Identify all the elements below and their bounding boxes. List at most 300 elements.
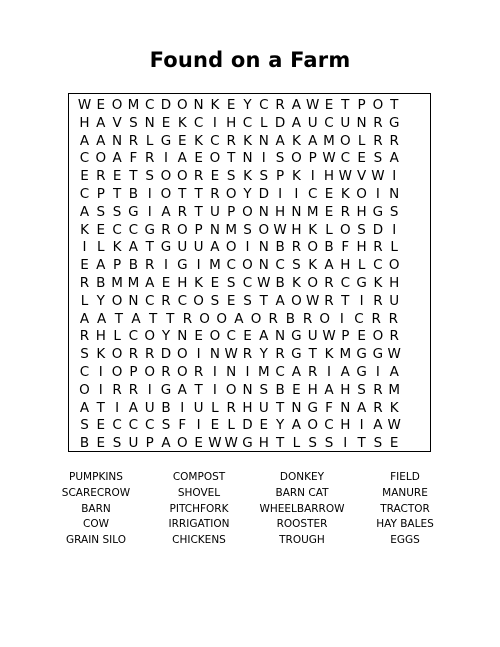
- word-item: DONKEY: [279, 471, 325, 483]
- word-item: SCARECROW: [61, 486, 131, 499]
- grid-letter: S: [145, 168, 154, 185]
- grid-letter: G: [372, 346, 384, 363]
- grid-letter: A: [161, 203, 171, 220]
- grid-letter: U: [128, 435, 139, 452]
- grid-letter: O: [95, 150, 107, 167]
- grid-letter: I: [98, 381, 103, 398]
- grid-letter: O: [111, 292, 123, 309]
- grid-letter: K: [324, 346, 334, 363]
- grid-letter: T: [112, 186, 122, 202]
- grid-letter: O: [291, 150, 302, 167]
- grid-letter: W: [224, 346, 238, 363]
- word-item: HAY BALES: [376, 518, 434, 531]
- grid-letter: I: [294, 186, 299, 202]
- grid-letter: E: [178, 132, 187, 149]
- grid-letter: T: [178, 186, 187, 202]
- grid-letter: R: [210, 186, 220, 202]
- grid-letter: O: [339, 221, 351, 238]
- grid-letter: M: [339, 346, 352, 363]
- grid-letter: O: [144, 328, 155, 345]
- grid-letter: E: [226, 292, 236, 309]
- grid-letter: R: [161, 221, 171, 238]
- grid-letter: R: [193, 364, 204, 380]
- grid-letter: R: [373, 114, 383, 131]
- grid-letter: L: [80, 292, 89, 309]
- grid-letter: Y: [243, 97, 252, 113]
- grid-letter: U: [144, 399, 155, 416]
- grid-letter: C: [324, 417, 334, 434]
- grid-letter: D: [160, 97, 172, 113]
- grid-letter: N: [340, 399, 351, 416]
- grid-letter: G: [160, 239, 172, 256]
- grid-letter: N: [258, 239, 269, 256]
- grid-letter: D: [160, 346, 172, 363]
- grid-letter: N: [144, 114, 155, 131]
- grid-letter: C: [128, 328, 139, 345]
- grid-letter: S: [373, 150, 383, 167]
- grid-letter: O: [176, 346, 188, 363]
- grid-letter: E: [161, 275, 171, 291]
- grid-letter: G: [388, 114, 400, 131]
- word-column: [354, 470, 456, 549]
- grid-letter: C: [177, 292, 188, 309]
- grid-letter: L: [260, 114, 268, 131]
- grid-letter: I: [212, 381, 217, 398]
- grid-letter: R: [373, 239, 383, 256]
- grid-letter: O: [199, 310, 210, 327]
- grid-letter: S: [389, 203, 399, 220]
- word-item: SHOVEL: [177, 486, 221, 499]
- grid-letter: K: [291, 168, 301, 185]
- grid-letter: K: [291, 132, 301, 149]
- word-column: [45, 470, 147, 549]
- grid-letter: S: [357, 221, 366, 238]
- grid-letter: I: [196, 417, 201, 434]
- grid-letter: N: [209, 346, 220, 363]
- grid-letter: L: [145, 132, 154, 149]
- grid-letter: O: [193, 292, 204, 309]
- grid-letter: A: [79, 132, 90, 149]
- grid-row: [69, 311, 430, 329]
- grid-letter: M: [306, 203, 319, 220]
- grid-letter: O: [176, 168, 188, 185]
- grid-row: [69, 293, 430, 311]
- grid-letter: H: [307, 381, 318, 398]
- grid-letter: A: [324, 381, 334, 398]
- grid-letter: T: [166, 310, 175, 327]
- grid-letter: B: [161, 399, 171, 416]
- grid-letter: S: [357, 381, 366, 398]
- grid-letter: Y: [275, 417, 285, 434]
- grid-letter: R: [161, 292, 171, 309]
- grid-letter: O: [111, 97, 123, 113]
- grid-letter: A: [161, 435, 171, 452]
- grid-letter: I: [339, 310, 344, 327]
- grid-letter: Y: [243, 186, 252, 202]
- grid-letter: L: [113, 328, 121, 345]
- letter-grid: [68, 93, 431, 452]
- word-item: EGGS: [390, 534, 420, 547]
- grid-row: [69, 382, 430, 400]
- grid-letter: N: [291, 203, 302, 220]
- grid-letter: A: [291, 417, 302, 434]
- grid-letter: A: [291, 97, 302, 113]
- grid-letter: C: [79, 364, 90, 380]
- grid-letter: R: [275, 97, 285, 113]
- grid-letter: L: [325, 221, 333, 238]
- grid-letter: G: [356, 275, 367, 291]
- grid-letter: I: [196, 346, 201, 363]
- grid-letter: C: [112, 221, 122, 238]
- grid-letter: G: [128, 203, 139, 220]
- grid-letter: I: [245, 239, 250, 256]
- grid-letter: E: [194, 328, 203, 345]
- grid-letter: N: [275, 328, 286, 345]
- grid-letter: R: [226, 399, 236, 416]
- word-item: FIELD: [390, 471, 420, 483]
- grid-letter: H: [95, 328, 106, 345]
- grid-letter: F: [178, 417, 187, 434]
- grid-row: [69, 435, 430, 453]
- grid-letter: E: [357, 150, 366, 167]
- grid-row: [69, 97, 430, 115]
- grid-letter: F: [341, 239, 350, 256]
- grid-letter: W: [338, 168, 352, 185]
- grid-letter: R: [307, 364, 318, 380]
- grid-letter: N: [193, 97, 204, 113]
- grid-letter: O: [339, 132, 351, 149]
- grid-letter: O: [79, 381, 90, 398]
- grid-letter: R: [340, 203, 350, 220]
- grid-letter: F: [325, 399, 333, 416]
- grid-letter: E: [210, 168, 220, 185]
- grid-letter: U: [307, 114, 318, 131]
- grid-letter: I: [164, 257, 168, 274]
- grid-letter: T: [227, 150, 236, 167]
- word-item: GRAIN SILO: [66, 534, 126, 547]
- grid-letter: B: [275, 381, 285, 398]
- grid-letter: P: [341, 328, 350, 345]
- grid-letter: L: [97, 239, 105, 256]
- grid-letter: C: [144, 97, 155, 113]
- grid-letter: O: [388, 257, 400, 274]
- grid-letter: K: [308, 257, 318, 274]
- grid-row: [69, 328, 430, 346]
- grid-letter: E: [161, 114, 171, 131]
- grid-letter: O: [176, 364, 188, 380]
- word-item: IRRIGATION: [168, 518, 230, 531]
- grid-letter: T: [194, 381, 203, 398]
- grid-letter: R: [291, 239, 302, 256]
- grid-letter: S: [80, 417, 89, 434]
- grid-letter: O: [176, 97, 188, 113]
- grid-letter: S: [292, 257, 301, 274]
- grid-letter: V: [356, 168, 367, 185]
- grid-letter: L: [211, 399, 219, 416]
- grid-letter: S: [259, 168, 269, 185]
- grid-letter: A: [291, 114, 302, 131]
- grid-letter: R: [371, 310, 381, 327]
- grid-letter: P: [194, 221, 203, 238]
- grid-letter: I: [115, 399, 120, 416]
- grid-letter: P: [308, 150, 317, 167]
- grid-letter: O: [250, 310, 262, 327]
- grid-letter: T: [275, 399, 285, 416]
- grid-letter: C: [275, 257, 285, 274]
- grid-letter: G: [144, 221, 155, 238]
- grid-letter: R: [324, 275, 334, 291]
- word-item: WHEELBARROW: [259, 502, 345, 515]
- grid-letter: T: [259, 292, 268, 309]
- grid-letter: S: [243, 221, 252, 238]
- grid-letter: P: [227, 203, 236, 220]
- grid-letter: A: [234, 310, 244, 327]
- grid-letter: H: [356, 239, 367, 256]
- grid-letter: W: [208, 435, 222, 452]
- grid-letter: O: [176, 435, 188, 452]
- grid-letter: E: [96, 97, 106, 113]
- grid-row: [69, 186, 430, 204]
- grid-letter: B: [275, 275, 285, 291]
- grid-letter: B: [128, 257, 139, 274]
- grid-letter: E: [194, 435, 203, 452]
- grid-letter: U: [193, 399, 204, 416]
- grid-letter: O: [144, 364, 155, 380]
- grid-letter: I: [164, 150, 168, 167]
- grid-letter: K: [291, 275, 301, 291]
- grid-letter: W: [306, 292, 320, 309]
- grid-letter: K: [389, 399, 399, 416]
- word-item: TROUGH: [279, 534, 325, 547]
- grid-letter: T: [341, 292, 350, 309]
- grid-letter: T: [114, 310, 123, 327]
- grid-letter: K: [243, 132, 252, 149]
- grid-letter: L: [357, 257, 366, 274]
- grid-letter: O: [209, 150, 221, 167]
- grid-letter: S: [275, 150, 285, 167]
- grid-letter: O: [160, 186, 172, 202]
- grid-letter: H: [177, 275, 188, 291]
- grid-letter: K: [80, 221, 89, 238]
- grid-row: [69, 168, 430, 186]
- grid-letter: G: [242, 435, 253, 452]
- grid-letter: E: [80, 168, 89, 185]
- grid-letter: G: [291, 346, 302, 363]
- grid-letter: C: [193, 114, 204, 131]
- grid-letter: N: [258, 257, 269, 274]
- grid-letter: M: [225, 221, 238, 238]
- grid-letter: S: [243, 292, 252, 309]
- grid-letter: L: [227, 417, 235, 434]
- grid-letter: A: [97, 310, 107, 327]
- grid-letter: A: [389, 150, 399, 167]
- grid-letter: B: [285, 310, 296, 327]
- grid-letter: S: [226, 168, 236, 185]
- grid-letter: R: [268, 310, 278, 327]
- grid-letter: G: [356, 364, 367, 380]
- grid-letter: H: [226, 114, 237, 131]
- grid-letter: N: [128, 292, 139, 309]
- grid-letter: T: [308, 346, 317, 363]
- grid-letter: L: [390, 239, 398, 256]
- grid-letter: W: [322, 150, 336, 167]
- grid-letter: H: [291, 221, 302, 238]
- grid-letter: A: [389, 364, 399, 380]
- grid-letter: A: [275, 292, 285, 309]
- grid-letter: R: [79, 275, 90, 291]
- grid-letter: P: [96, 186, 105, 202]
- grid-letter: A: [96, 132, 106, 149]
- grid-letter: I: [278, 186, 283, 202]
- grid-letter: C: [79, 150, 90, 167]
- grid-letter: R: [373, 132, 383, 149]
- puzzle-title: Found on a Farm: [149, 48, 351, 72]
- grid-letter: R: [193, 168, 204, 185]
- grid-letter: A: [145, 275, 155, 291]
- grid-letter: N: [356, 114, 367, 131]
- grid-letter: R: [161, 364, 171, 380]
- grid-letter: C: [242, 275, 253, 291]
- grid-letter: H: [275, 203, 286, 220]
- grid-letter: O: [242, 257, 253, 274]
- grid-letter: H: [323, 168, 335, 185]
- grid-letter: O: [307, 239, 318, 256]
- grid-letter: B: [275, 239, 285, 256]
- grid-letter: A: [128, 399, 139, 416]
- grid-letter: C: [128, 417, 139, 434]
- grid-letter: B: [128, 186, 139, 202]
- grid-letter: R: [373, 399, 383, 416]
- grid-letter: H: [356, 203, 367, 220]
- grid-letter: C: [354, 310, 364, 327]
- grid-letter: Y: [161, 328, 171, 345]
- grid-letter: W: [306, 97, 320, 113]
- grid-letter: T: [129, 168, 138, 185]
- grid-letter: S: [226, 275, 236, 291]
- grid-letter: K: [194, 275, 204, 291]
- grid-letter: U: [193, 239, 204, 256]
- grid-letter: I: [212, 114, 217, 131]
- grid-letter: E: [210, 275, 220, 291]
- grid-letter: H: [258, 435, 269, 452]
- grid-letter: H: [340, 257, 351, 274]
- grid-letter: T: [341, 97, 350, 113]
- grid-letter: R: [275, 346, 285, 363]
- grid-letter: I: [98, 364, 103, 380]
- grid-letter: A: [96, 257, 106, 274]
- grid-letter: E: [210, 417, 220, 434]
- grid-letter: I: [212, 364, 217, 380]
- grid-letter: T: [194, 203, 203, 220]
- grid-letter: K: [177, 114, 187, 131]
- grid-letter: S: [373, 435, 383, 452]
- grid-letter: O: [307, 417, 318, 434]
- grid-letter: M: [257, 364, 270, 380]
- word-item: BARN: [81, 502, 111, 515]
- word-item: PUMPKINS: [69, 471, 123, 483]
- grid-letter: C: [340, 275, 351, 291]
- grid-letter: K: [340, 186, 350, 202]
- grid-letter: A: [356, 399, 367, 416]
- grid-letter: M: [111, 275, 123, 291]
- word-item: CHICKENS: [172, 534, 226, 547]
- grid-letter: K: [243, 168, 252, 185]
- grid-letter: C: [112, 417, 122, 434]
- grid-letter: E: [259, 417, 269, 434]
- grid-letter: R: [177, 203, 187, 220]
- word-column: [251, 470, 353, 549]
- grid-letter: R: [144, 346, 155, 363]
- grid-letter: W: [77, 97, 92, 113]
- grid-letter: C: [324, 114, 334, 131]
- grid-letter: R: [128, 346, 139, 363]
- grid-letter: L: [357, 132, 366, 149]
- grid-letter: G: [160, 132, 172, 149]
- grid-letter: E: [389, 435, 399, 452]
- grid-letter: G: [372, 203, 384, 220]
- grid-letter: S: [96, 203, 106, 220]
- grid-letter: C: [210, 132, 220, 149]
- grid-letter: C: [226, 328, 236, 345]
- grid-letter: B: [79, 435, 90, 452]
- grid-letter: O: [225, 239, 237, 256]
- grid-letter: Y: [259, 346, 268, 363]
- grid-letter: T: [357, 435, 366, 452]
- grid-letter: O: [216, 310, 228, 327]
- grid-letter: R: [226, 132, 236, 149]
- grid-letter: O: [372, 328, 384, 345]
- grid-letter: I: [392, 168, 397, 185]
- grid-letter: O: [319, 310, 331, 327]
- grid-letter: W: [257, 275, 271, 291]
- grid-letter: A: [112, 150, 122, 167]
- grid-letter: R: [389, 328, 399, 345]
- word-item: COW: [83, 518, 109, 531]
- grid-letter: O: [160, 168, 172, 185]
- grid-letter: I: [245, 364, 250, 380]
- grid-letter: K: [308, 221, 318, 238]
- grid-letter: A: [177, 381, 187, 398]
- grid-row: [69, 417, 430, 435]
- grid-letter: W: [371, 168, 385, 185]
- grid-letter: C: [307, 186, 318, 202]
- grid-letter: C: [144, 417, 155, 434]
- grid-letter: N: [258, 132, 269, 149]
- grid-letter: O: [225, 186, 237, 202]
- grid-letter: D: [258, 186, 269, 202]
- grid-letter: R: [302, 310, 313, 327]
- grid-row: [69, 346, 430, 364]
- word-item: BARN CAT: [275, 486, 329, 499]
- grid-letter: E: [324, 186, 334, 202]
- grid-letter: F: [129, 150, 138, 167]
- grid-letter: O: [372, 97, 384, 113]
- grid-letter: T: [275, 435, 285, 452]
- word-column: [148, 470, 250, 549]
- grid-letter: R: [144, 150, 155, 167]
- grid-letter: A: [275, 132, 285, 149]
- grid-letter: M: [323, 132, 335, 149]
- grid-letter: P: [129, 364, 138, 380]
- grid-letter: I: [359, 292, 364, 309]
- grid-letter: D: [274, 114, 286, 131]
- grid-letter: U: [389, 292, 400, 309]
- grid-letter: I: [147, 186, 152, 202]
- grid-letter: Y: [96, 292, 105, 309]
- grid-letter: R: [96, 168, 106, 185]
- grid-letter: A: [340, 364, 350, 380]
- grid-letter: T: [194, 186, 203, 202]
